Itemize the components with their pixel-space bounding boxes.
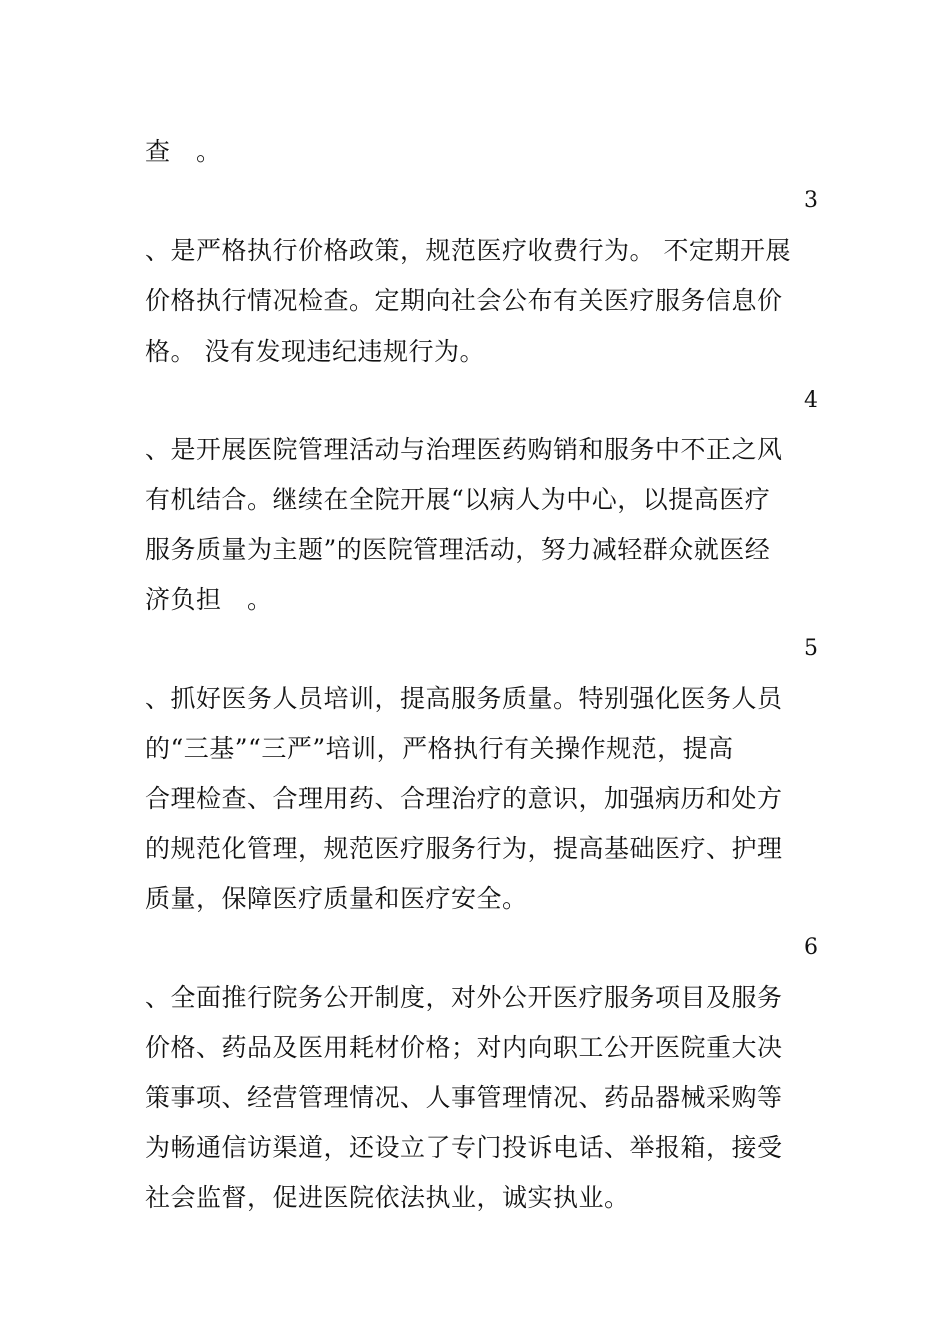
paragraph-line: 、是开展医院管理活动与治理医药购销和服务中不正之风: [145, 435, 783, 464]
paragraph-line: 策事项、经营管理情况、人事管理情况、药品器械采购等: [145, 1083, 783, 1112]
item-number: 4: [804, 388, 818, 413]
paragraph-line: 社会监督，促进医院依法执业，诚实执业。: [145, 1183, 630, 1212]
paragraph-line: 的规范化管理，规范医疗服务行为，提高基础医疗、护理: [145, 834, 783, 863]
item-number: 6: [804, 935, 818, 960]
paragraph-line: 的“三基”“三严”培训，严格执行有关操作规范，提高: [145, 734, 734, 763]
paragraph-line: 、是严格执行价格政策，规范医疗收费行为。 不定期开展: [145, 236, 791, 265]
paragraph-line: 济负担 。: [145, 585, 273, 614]
paragraph-line: 格。 没有发现违纪违规行为。: [145, 337, 485, 366]
item-number: 3: [804, 188, 818, 213]
paragraph-line: 服务质量为主题”的医院管理活动，努力减轻群众就医经: [145, 535, 771, 564]
item-number: 5: [804, 636, 818, 661]
intro-line: 查 。: [145, 137, 222, 166]
paragraph-line: 质量，保障医疗质量和医疗安全。: [145, 884, 528, 913]
paragraph-line: 有机结合。继续在全院开展“以病人为中心，以提高医疗: [145, 485, 771, 514]
paragraph-line: 合理检查、合理用药、合理治疗的意识，加强病历和处方: [145, 784, 783, 813]
paragraph-line: 为畅通信访渠道，还设立了专门投诉电话、举报箱，接受: [145, 1133, 783, 1162]
paragraph-line: 价格执行情况检查。定期向社会公布有关医疗服务信息价: [145, 286, 783, 315]
paragraph-line: 价格、药品及医用耗材价格；对内向职工公开医院重大决: [145, 1033, 783, 1062]
paragraph-line: 、抓好医务人员培训，提高服务质量。特别强化医务人员: [145, 684, 783, 713]
paragraph-line: 、全面推行院务公开制度，对外公开医疗服务项目及服务: [145, 983, 783, 1012]
